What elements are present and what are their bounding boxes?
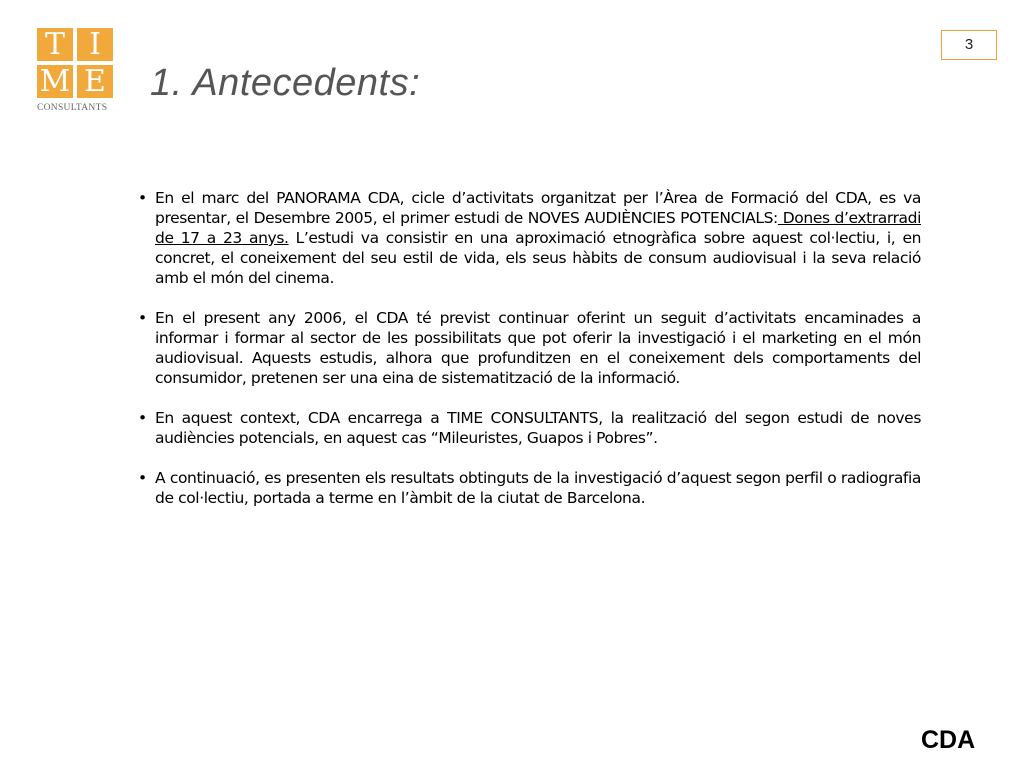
bullet-text: A continuació, es presenten els resultats obtinguts de la investigació d’aquest segon perfil o radiografia de col·lectiu, portada a terme en l’àmbit de la ciutat de Barcelona. bbox=[155, 469, 921, 507]
bullet-text: En aquest context, CDA encarrega a TIME CONSULTANTS, la realització del segon estudi de noves audiències potencials, en aquest cas “Mileuristes, Guapos i Pobres”. bbox=[155, 409, 921, 447]
time-consultants-logo bbox=[37, 28, 113, 113]
slide-content bbox=[138, 188, 921, 528]
bullet-dot: • bbox=[138, 409, 147, 427]
logo-letter-e: E bbox=[77, 65, 113, 98]
bullet-item-results bbox=[138, 468, 921, 508]
logo-letter-i: I bbox=[77, 28, 113, 61]
cda-footer-logo: CDA bbox=[921, 726, 976, 754]
bullet-item-panorama bbox=[138, 188, 921, 288]
bullet-dot: • bbox=[138, 309, 147, 327]
bullet-text-before: En el marc del PANORAMA CDA, cicle d’activitats organitzat per l’Àrea de Formació del CDA, es va presentar, el Desembre 2005, el primer estudi de NOVES AUDIÈNCIES POTENCIALS: bbox=[155, 189, 921, 227]
bullet-dot: • bbox=[138, 189, 147, 207]
logo-subtitle: CONSULTANTS bbox=[37, 103, 108, 113]
logo-letter-t: T bbox=[37, 28, 73, 61]
study-name-underlined: Dones d’extrarradi de 17 a 23 anys. bbox=[155, 209, 921, 247]
bullet-item-context bbox=[138, 408, 921, 448]
bullet-list bbox=[138, 188, 921, 508]
logo-letter-m: M bbox=[37, 65, 73, 98]
slide-title: 1. Antecedents: bbox=[150, 62, 421, 104]
page-number-box: 3 bbox=[941, 30, 997, 60]
bullet-text: En el present any 2006, el CDA té previst continuar oferint un seguit d’activitats encaminades a informar i formar al sector de les possibilitats que pot oferir la investigació i el marketing en el món audiovisual. Aquests estudis, alhora que profunditzen en el coneixement dels comportaments del consumidor, pretenen ser una eina de sistematització de la informació. bbox=[155, 309, 921, 387]
bullet-dot: • bbox=[138, 469, 147, 487]
bullet-text-after: L’estudi va consistir en una aproximació etnogràfica sobre aquest col·lectiu, i, en concret, el coneixement del seu estil de vida, els seus hàbits de consum audiovisual i la seva relació amb el món del cinema. bbox=[155, 229, 922, 287]
bullet-item-2006 bbox=[138, 308, 921, 388]
logo-letter-grid bbox=[37, 28, 113, 98]
